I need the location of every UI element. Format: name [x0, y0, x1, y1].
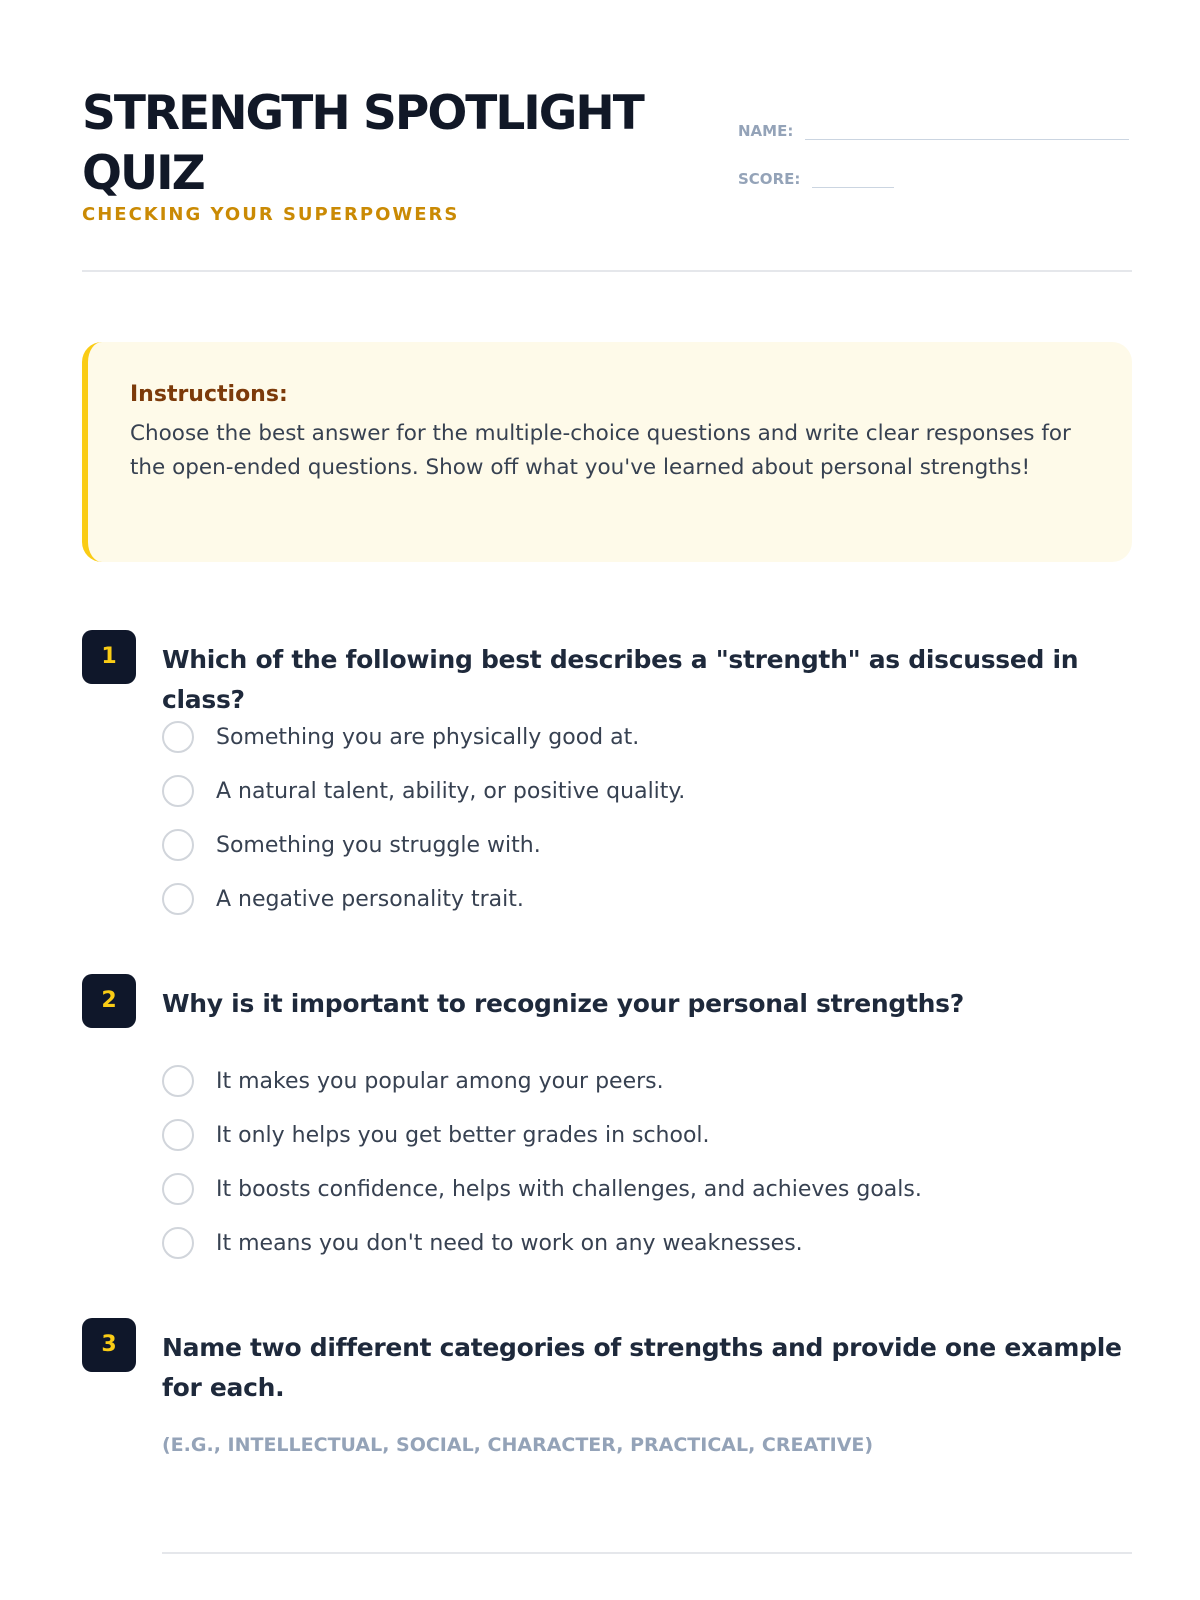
option-label: A natural talent, ability, or positive quality. [216, 778, 686, 804]
answer-option[interactable] [162, 710, 685, 764]
page-title: STRENGTH SPOTLIGHT QUIZ [82, 86, 643, 201]
radio-button[interactable] [162, 883, 194, 915]
instructions-box [82, 342, 1132, 562]
question-text: Which of the following best describes a "strength" as discussed in class? [162, 645, 1079, 714]
answer-option[interactable] [162, 1054, 922, 1108]
instructions-body: Choose the best answer for the multiple-choice questions and write clear responses for the open-ended questions. Show off what you've learned about personal strengths! [130, 421, 1071, 480]
name-field [738, 122, 1129, 140]
option-label: It boosts confidence, helps with challenges, and achieves goals. [216, 1176, 922, 1202]
option-label: Something you are physically good at. [216, 724, 640, 750]
radio-button[interactable] [162, 1119, 194, 1151]
score-field [738, 170, 894, 188]
question-number-badge: 1 [82, 630, 136, 684]
quiz-header [82, 80, 1132, 272]
answer-options [162, 1054, 922, 1270]
option-label: It only helps you get better grades in school. [216, 1122, 710, 1148]
score-input-line[interactable] [812, 170, 894, 188]
radio-button[interactable] [162, 1065, 194, 1097]
answer-option[interactable] [162, 1162, 922, 1216]
radio-button[interactable] [162, 1173, 194, 1205]
answer-option[interactable] [162, 872, 685, 926]
question-hint: (E.G., INTELLECTUAL, SOCIAL, CHARACTER, PRACTICAL, CREATIVE) [162, 1434, 874, 1456]
radio-button[interactable] [162, 775, 194, 807]
name-input-line[interactable] [805, 122, 1129, 140]
radio-button[interactable] [162, 829, 194, 861]
name-label: NAME: [738, 122, 794, 140]
question-text: Name two different categories of strengths and provide one example for each. [162, 1333, 1122, 1402]
score-label: SCORE: [738, 170, 801, 188]
answer-option[interactable] [162, 764, 685, 818]
radio-button[interactable] [162, 1227, 194, 1259]
question-text: Why is it important to recognize your personal strengths? [162, 989, 964, 1018]
option-label: A negative personality trait. [216, 886, 524, 912]
answer-options [162, 710, 685, 926]
answer-option[interactable] [162, 818, 685, 872]
question-number-badge: 2 [82, 974, 136, 1028]
written-answer-line[interactable] [162, 1552, 1132, 1554]
option-label: It makes you popular among your peers. [216, 1068, 664, 1094]
answer-option[interactable] [162, 1108, 922, 1162]
radio-button[interactable] [162, 721, 194, 753]
instructions-heading: Instructions: [130, 382, 288, 407]
question-number-badge: 3 [82, 1318, 136, 1372]
answer-option[interactable] [162, 1216, 922, 1270]
option-label: Something you struggle with. [216, 832, 541, 858]
page-subtitle: CHECKING YOUR SUPERPOWERS [82, 204, 460, 225]
option-label: It means you don't need to work on any weaknesses. [216, 1230, 803, 1256]
